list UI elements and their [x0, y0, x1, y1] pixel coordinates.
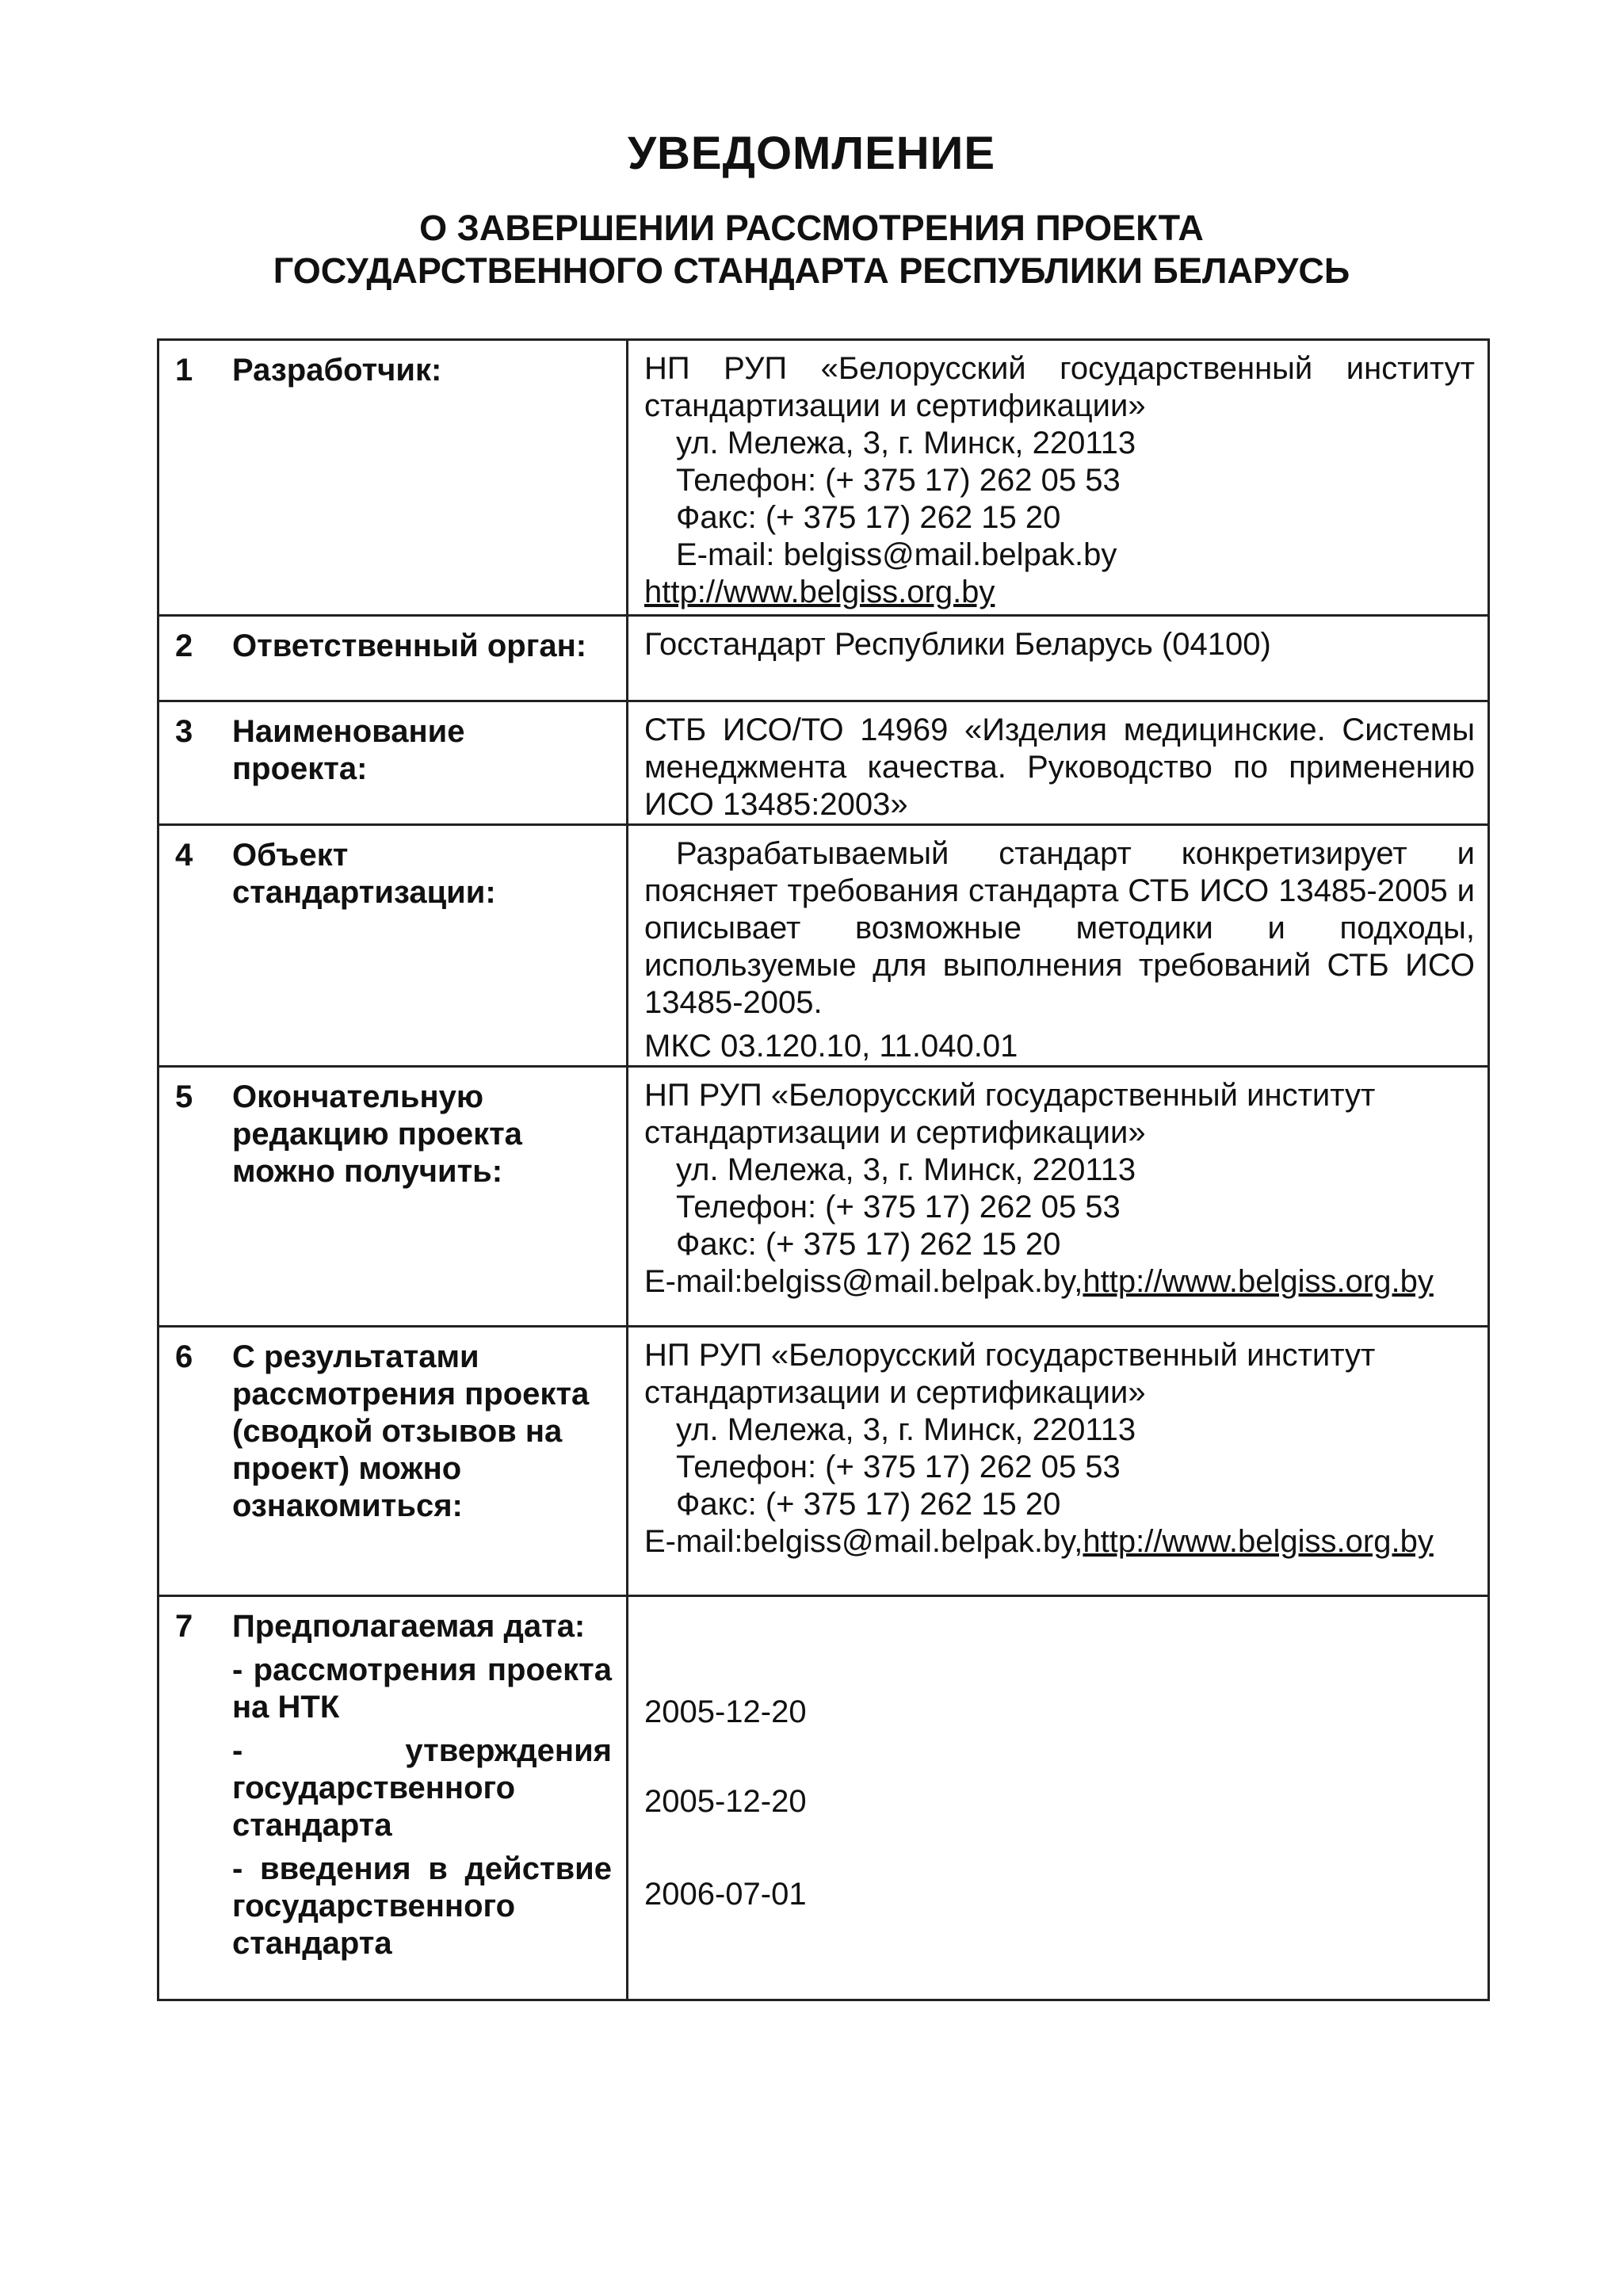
- document-subtitle-line-2: ГОСУДАРСТВЕННОГО СТАНДАРТА РЕСПУБЛИКИ БЕЛАРУСЬ: [273, 250, 1350, 291]
- date-value-approval: 2005-12-20: [644, 1784, 807, 1819]
- row-label: Разработчик:: [232, 353, 442, 388]
- standardization-object-value: Разрабатываемый стандарт конкретизирует и поясняет требования стандарта СТБ ИСО 13485-2005 и описывает возможные методики и подходы, используемые для выполнения требований СТБ ИСО 13485-2005.: [644, 836, 1475, 1020]
- row-label-line: ознакомиться:: [232, 1488, 463, 1523]
- date-value-review: 2005-12-20: [644, 1694, 807, 1729]
- review-results-email: E-mail:belgiss@mail.belpak.by,: [644, 1524, 1083, 1559]
- table-row: [158, 1327, 1489, 1596]
- row-label: [232, 826, 626, 911]
- row-number: 2: [175, 628, 193, 663]
- review-results-website-link[interactable]: http://www.belgiss.org.by: [1083, 1524, 1434, 1559]
- review-results-phone: Телефон: (+ 375 17) 262 05 53: [676, 1450, 1121, 1484]
- document-subtitle-line-1: О ЗАВЕРШЕНИИ РАССМОТРЕНИЯ ПРОЕКТА: [419, 208, 1204, 248]
- table-row: [158, 1067, 1489, 1327]
- review-results-contacts: [644, 1523, 1475, 1561]
- review-results-fax: Факс: (+ 375 17) 262 15 20: [676, 1487, 1061, 1522]
- row-number: 7: [175, 1609, 193, 1644]
- row-label-line: редакцию проекта: [232, 1117, 522, 1152]
- responsible-body-value: Госстандарт Республики Беларусь (04100): [644, 627, 1271, 662]
- developer-address: ул. Мележа, 3, г. Минск, 220113: [676, 426, 1136, 460]
- final-draft-fax: Факс: (+ 375 17) 262 15 20: [676, 1227, 1061, 1262]
- date-item-effective: - введения в действие государственного стандарта: [232, 1851, 612, 1961]
- row-label: [232, 702, 626, 788]
- date-value-effective: 2006-07-01: [644, 1877, 807, 1912]
- project-name-value: СТБ ИСО/ТО 14969 «Изделия медицинские. Системы менеджмента качества. Руководство по применению ИСО 13485:2003»: [644, 712, 1475, 822]
- final-draft-email: E-mail:belgiss@mail.belpak.by,: [644, 1264, 1083, 1299]
- final-draft-phone: Телефон: (+ 375 17) 262 05 53: [676, 1190, 1121, 1224]
- row-label: Ответственный орган:: [232, 628, 587, 663]
- final-draft-website-link[interactable]: http://www.belgiss.org.by: [1083, 1264, 1434, 1299]
- row-label-line: проект) можно: [232, 1451, 462, 1486]
- row-number: 4: [175, 838, 193, 873]
- row-label-line: можно получить:: [232, 1154, 503, 1189]
- row-label-line: проекта:: [232, 751, 368, 786]
- row-label-line: Наименование: [232, 714, 465, 749]
- date-item-review: - рассмотрения проекта на НТК: [232, 1652, 612, 1725]
- row-label-line: Окончательную: [232, 1079, 484, 1114]
- table-row: [158, 616, 1489, 701]
- document-title: УВЕДОМЛЕНИЕ: [627, 128, 996, 179]
- row-number: 1: [175, 353, 193, 388]
- row-label-line: Объект: [232, 838, 349, 873]
- table-row: [158, 1596, 1489, 2000]
- developer-email: E-mail: belgiss@mail.belpak.by: [676, 537, 1117, 572]
- final-draft-org: НП РУП «Белорусский государственный институт стандартизации и сертификации»: [644, 1078, 1376, 1150]
- row-number: 3: [175, 714, 193, 749]
- row-label-line: стандартизации:: [232, 875, 496, 910]
- final-draft-address: ул. Мележа, 3, г. Минск, 220113: [676, 1152, 1136, 1187]
- date-item-approval: - утверждения государственного стандарта: [232, 1733, 612, 1843]
- row-number: 5: [175, 1079, 193, 1114]
- row-label: [232, 1597, 626, 1962]
- row-number: 6: [175, 1339, 193, 1374]
- row-label-line: рассмотрения проекта: [232, 1377, 590, 1412]
- mks-code: МКС 03.120.10, 11.040.01: [644, 1029, 1018, 1064]
- review-results-org: НП РУП «Белорусский государственный институт стандартизации и сертификации»: [644, 1338, 1376, 1410]
- developer-fax: Факс: (+ 375 17) 262 15 20: [676, 500, 1061, 535]
- table-row: [158, 825, 1489, 1067]
- developer-website-link[interactable]: http://www.belgiss.org.by: [644, 575, 995, 609]
- row-label-line: (сводкой отзывов на: [232, 1414, 563, 1449]
- developer-org: НП РУП «Белорусский государственный институт стандартизации и сертификации»: [644, 351, 1475, 423]
- row-label-line: С результатами: [232, 1339, 479, 1374]
- table-row: [158, 340, 1489, 616]
- row-label-line: Предполагаемая дата:: [232, 1609, 586, 1644]
- notice-table: [157, 338, 1490, 2001]
- table-row: [158, 701, 1489, 825]
- row-label: [232, 1328, 626, 1525]
- developer-phone: Телефон: (+ 375 17) 262 05 53: [676, 463, 1121, 498]
- row-label: [232, 1068, 626, 1190]
- final-draft-contacts: [644, 1263, 1475, 1301]
- review-results-address: ул. Мележа, 3, г. Минск, 220113: [676, 1412, 1136, 1447]
